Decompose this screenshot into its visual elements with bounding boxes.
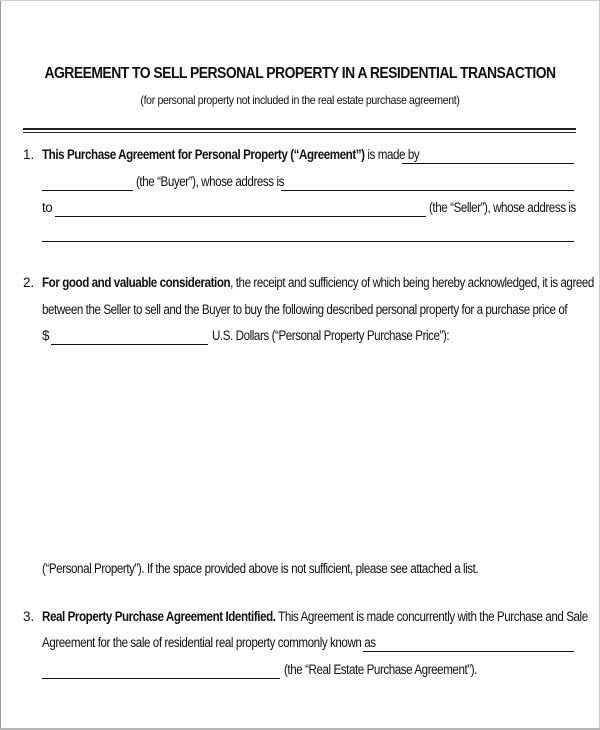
seller-label: (the “Seller”), whose address is [429, 200, 576, 215]
section-3-line-1 [42, 609, 588, 624]
section-2-line-1 [42, 275, 594, 290]
section-1-number: 1. [23, 147, 35, 162]
section-2-line-1-rest: , the receipt and sufficiency of which being hereby acknowledged, it is agreed [230, 275, 594, 290]
section-3-number: 3. [23, 609, 35, 624]
real-estate-agreement-label: (the “Real Estate Purchase Agreement”). [284, 662, 477, 677]
section-2-line-2: between the Seller to sell and the Buyer to buy the following described personal property for a purchase price of [42, 302, 568, 317]
personal-property-note: (“Personal Property”). If the space provided above is not sufficient, please see attached a list. [42, 561, 479, 576]
section-2-heading: For good and valuable consideration [42, 275, 231, 290]
buyer-address-field[interactable] [281, 190, 574, 191]
dollar-sign: $ [42, 328, 50, 343]
to-label: to [42, 200, 53, 215]
seller-name-field[interactable] [55, 216, 426, 217]
property-address-field-1[interactable] [363, 651, 574, 652]
buyer-label: (the “Buyer”), whose address is [136, 174, 284, 189]
section-3-line-1-rest: This Agreement is made concurrently with the Purchase and Sale [275, 609, 588, 624]
purchase-price-field[interactable] [51, 344, 208, 345]
section-1-heading: This Purchase Agreement for Personal Property (“Agreement”) [42, 147, 365, 162]
page-border-top [0, 0, 600, 1]
maker-name-field[interactable] [402, 163, 574, 164]
document-subtitle: (for personal property not included in the real estate purchase agreement) [140, 93, 460, 107]
section-3-heading: Real Property Purchase Agreement Identified. [42, 609, 276, 624]
page-border-left [0, 0, 1, 730]
seller-address-field[interactable] [42, 241, 574, 242]
section-3-line-2: Agreement for the sale of residential real property commonly known as [42, 635, 376, 650]
buyer-name-field[interactable] [42, 190, 133, 191]
title-divider-thick [23, 128, 576, 130]
section-1-line-1 [42, 147, 419, 162]
section-2-number: 2. [23, 275, 35, 290]
document-title: AGREEMENT TO SELL PERSONAL PROPERTY IN A RESIDENTIAL TRANSACTION [44, 65, 556, 82]
property-address-field-2[interactable] [42, 678, 280, 679]
title-divider-thin [23, 132, 576, 133]
section-1-text-a: is made by [364, 147, 420, 162]
purchase-price-label: U.S. Dollars (“Personal Property Purchase Price”): [212, 328, 450, 343]
